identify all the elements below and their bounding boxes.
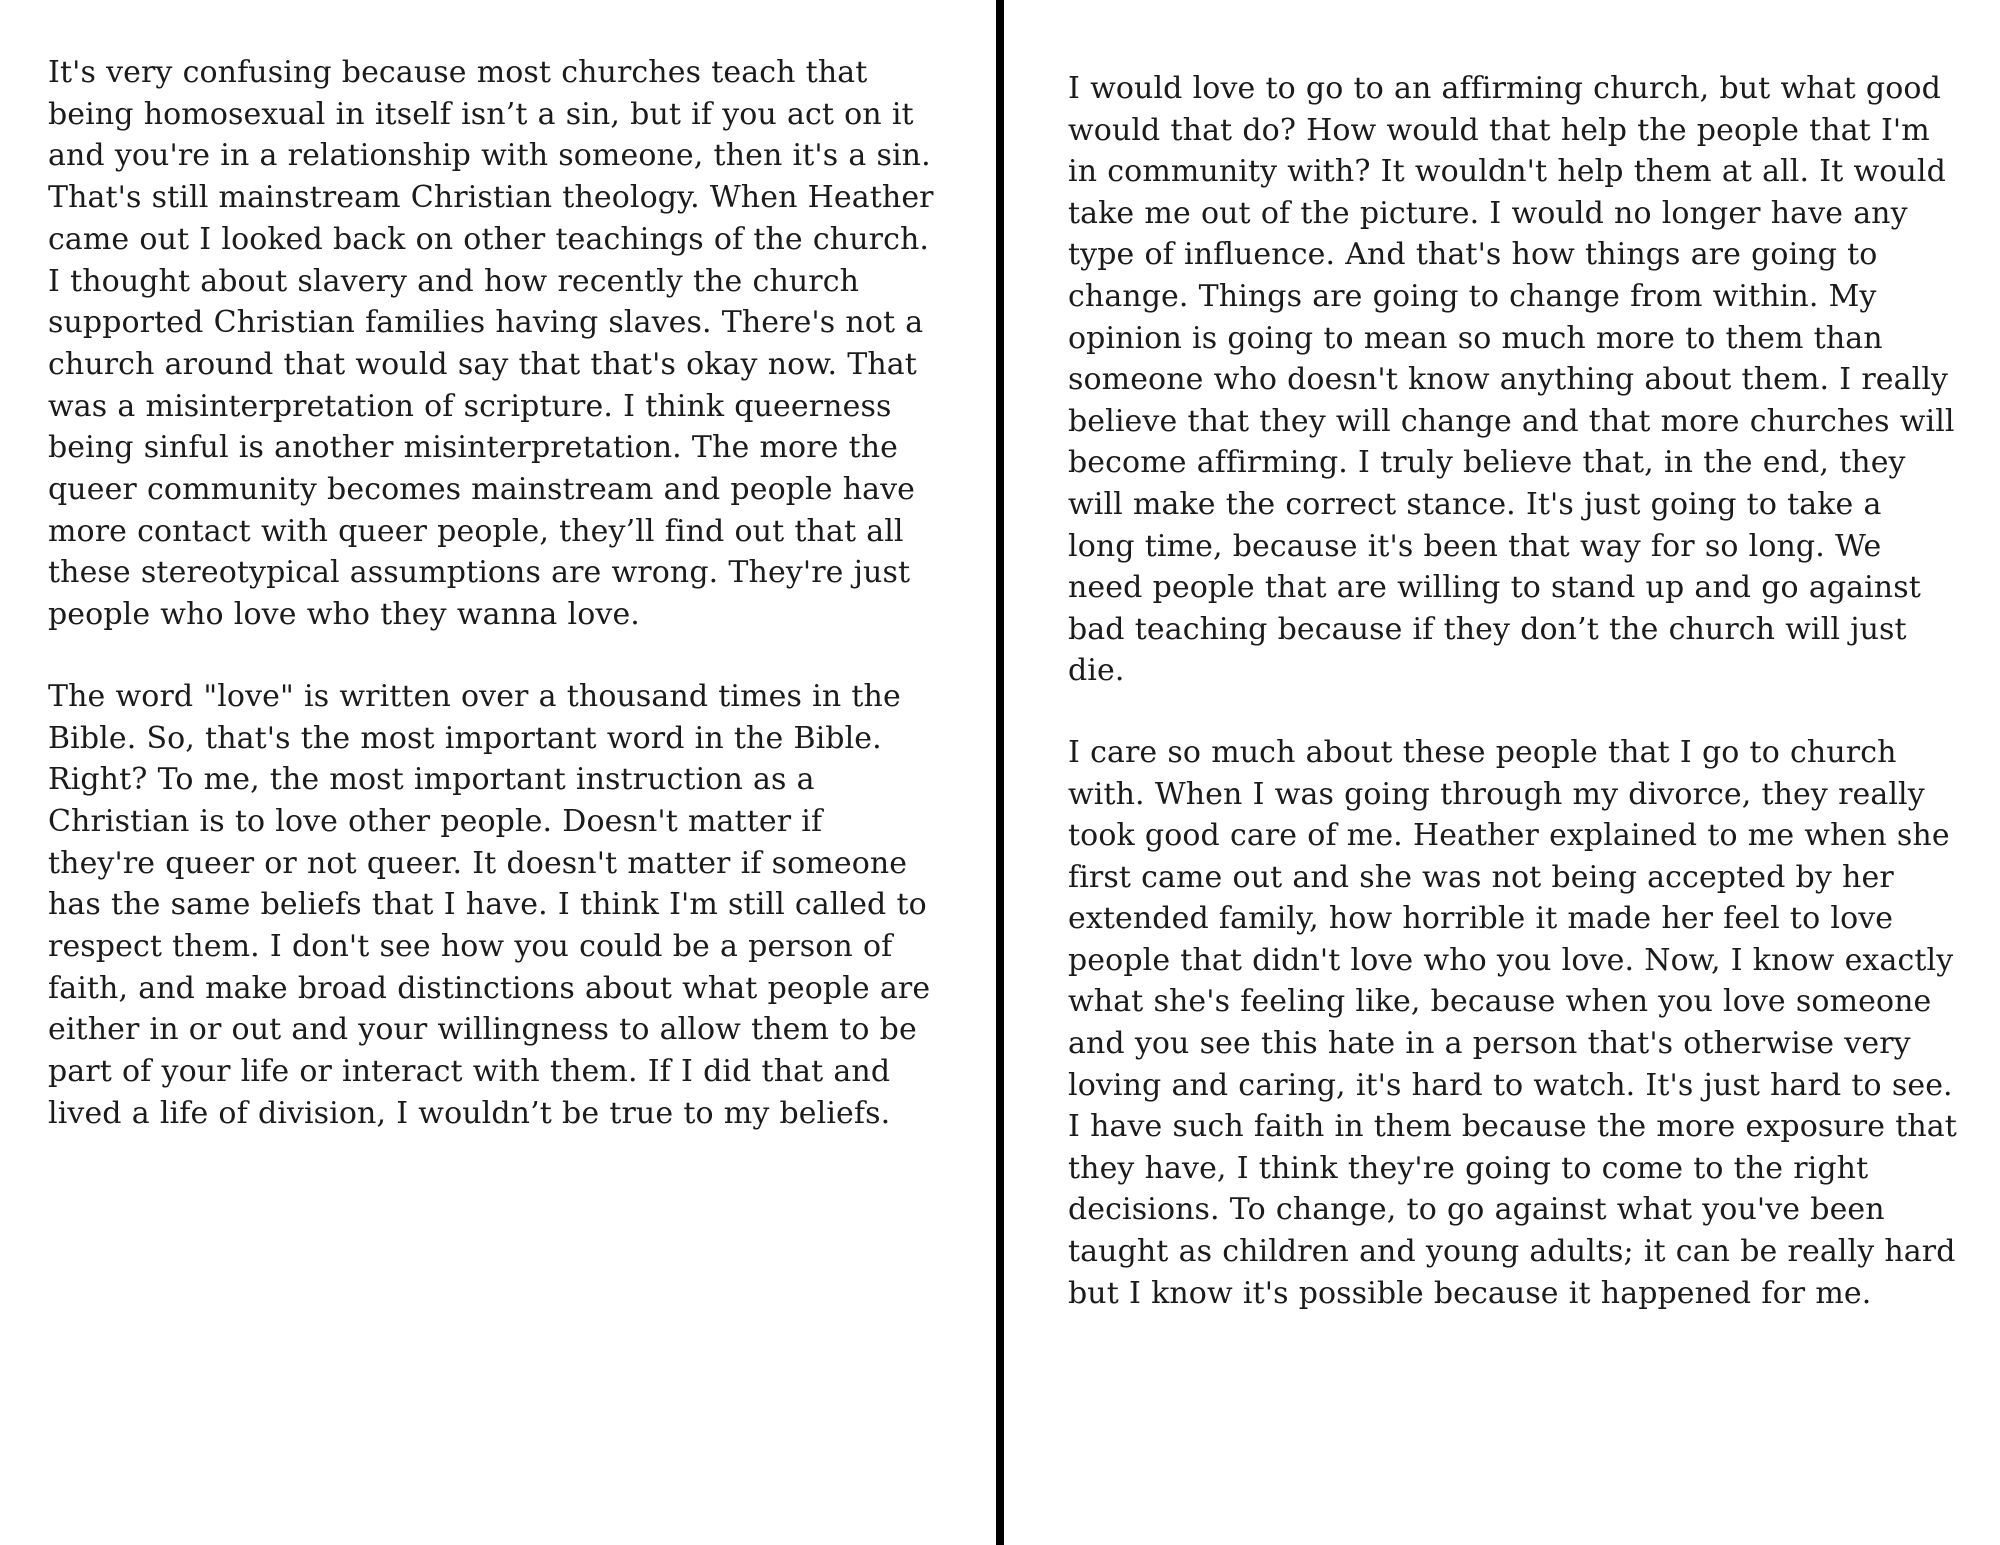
right-paragraph-2: I care so much about these people that I go to church with. When I was going through my divorce, they really took good care of me. Heather explained to me when she first came out and she was not being accepted by her extended family, how horrible it made her feel to love people that didn't love who you love. Now, I know exactly what she's feeling like, because when you love someone and you see this hate in a person that's otherwise very loving and caring, it's hard to watch. It's just hard to see. I have such faith in them because the more exposure that they have, I think they're going to come to the right decisions. To change, to go against what you've been taught as children and young adults; it can be really hard but I know it's possible because it happened for me. [1068,734,1957,1311]
left-column [48,52,938,1175]
left-paragraph-2: The word "love" is written over a thousand times in the Bible. So, that's the most important word in the Bible. Right? To me, the most important instruction as a Christian is to love other people. Doesn't matter if they're queer or not queer. It doesn't matter if someone has the same beliefs that I have. I think I'm still called to respect them. I don't see how you could be a person of faith, and make broad distinctions about what people are either in or out and your willingness to allow them to be part of your life or interact with them. If I did that and lived a life of division, I wouldn’t be true to my beliefs. [48,678,931,1131]
left-paragraph-1: It's very confusing because most churches teach that being homosexual in itself isn’t a sin, but if you act on it and you're in a relationship with someone, then it's a sin. That's still mainstream Christian theology. When Heather came out I looked back on other teachings of the church. I thought about slavery and how recently the church supported Christian families having slaves. There's not a church around that would say that that's okay now. That was a misinterpretation of scripture. I think queerness being sinful is another misinterpretation. The more the queer community becomes mainstream and people have more contact with queer people, they’ll find out that all these stereotypical assumptions are wrong. They're just people who love who they wanna love. [48,55,934,633]
right-paragraph-1: I would love to go to an affirming church, but what good would that do? How would that help the people that I'm in community with? It wouldn't help them at all. It would take me out of the picture. I would no longer have any type of influence. And that's how things are going to change. Things are going to change from within. My opinion is going to mean so much more to them than someone who doesn't know anything about them. I really believe that they will change and that more churches will become affirming. I truly believe that, in the end, they will make the correct stance. It's just going to take a long time, because it's been that way for so long. We need people that are willing to stand up and go against bad teaching because if they don’t the church will just die. [1068,71,1955,689]
column-divider [996,0,1004,1545]
right-column [1068,68,1958,1354]
